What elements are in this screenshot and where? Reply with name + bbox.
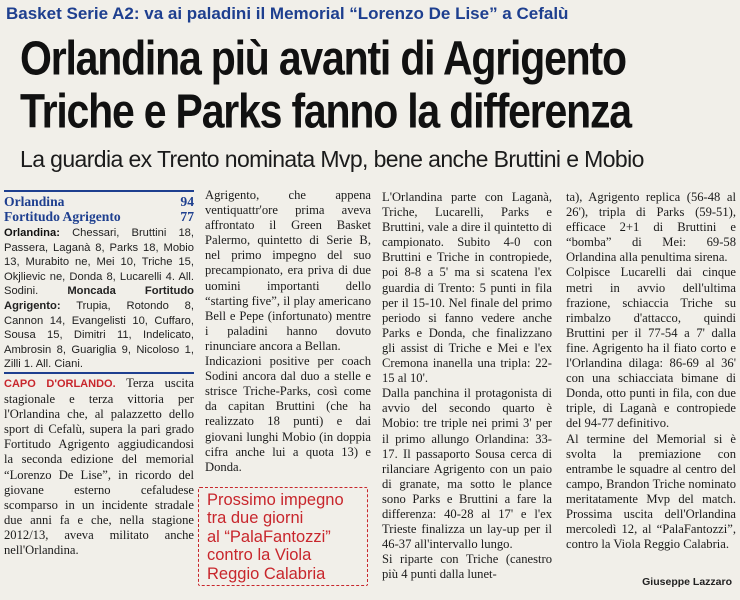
paragraph: Si riparte con Triche (canestro più 4 punti dalla lunet- (382, 552, 552, 582)
paragraph: Agrigento, che appena ventiquattr'ore prima aveva affrontato il Green Basket Palermo, quintetto di Serie B, nel primo impegno del suo precampionato, era priva di due uomini importanti dello “starting five”, il play americano Bell e Pepe (infortunato) mentre i paladini hanno dovuto rinunciare ancora a Bellan. (205, 188, 371, 353)
promo-line: tra due giorni (207, 509, 304, 528)
column-3 (382, 190, 552, 582)
score-row-orlandina (4, 194, 194, 209)
kicker: Basket Serie A2: va ai paladini il Memorial “Lorenzo De Lise” a Cefalù (6, 4, 569, 23)
promo-line: contro la Viola (207, 546, 312, 565)
dateline: CAPO D'ORLANDO. (4, 377, 116, 390)
box-score (4, 226, 194, 372)
moncada-label: Moncada Fortitudo Agrigento: (4, 285, 194, 312)
next-match-box (198, 487, 368, 586)
paragraph: Colpisce Lucarelli dai cinque metri in avvio dell'ultima frazione, schiaccia Triche su rimbalzo d'attacco, quindi Bruttini per il 77-54 a 7' dalla fine. Agrigento ha il fiato corto e l'Orlandina dilaga: 86-69 al 36' con una schiacciata bimane di Donda, otto punti in fila, con due triple, di Laganà e contropiede del 94-77 definitivo. (566, 265, 736, 431)
paragraph: Indicazioni positive per coach Sodini ancora dal duo a stelle e strisce Triche-Parks, così come da capitan Bruttini (che ha realizzato 18 punti) e dai giovani lunghi Mobio (in doppia cifra anche lui a quota 13) e Donda. (205, 354, 371, 474)
paragraph: ta), Agrigento replica (56-48 al 26'), tripla di Parks (59-51), efficace 2+1 di Bruttini e “bomba” di Mei: 69-58 Orlandina alla penultima sirena. (566, 190, 736, 265)
team-name: Fortitudo Agrigento (4, 209, 121, 224)
promo-line: Prossimo impegno (207, 491, 344, 509)
column-4 (566, 190, 736, 552)
paragraph: Dalla panchina il protagonista di avvio del secondo quarto è Mobio: tre triple nei primi 3' per il primo allungo Orlandina: 33-17. Il passaporto Sousa cerca di rilanciare Agrigento con un paio di granate, ma sotto le plance sono Parks e Bruttini a fare la differenza: 40-28 al 17' e l'ex Trieste finalizza un lay-up per il 46-37 all'intervallo lungo. (382, 386, 552, 552)
lead-text: Terza uscita stagionale e terza vittoria per l'Orlandina che, al palazzetto dello sport di Cefalù, supera la pari grado Fortitudo Agrigento aggiudicandosi la seconda edizione del memorial “Lorenzo De Lise”, in ricordo del giovane esterno cefaludese scomparso in un incidente stradale due anni fa e che, nella stagione 2012/13, aveva militato anche nell'Orlandina. (4, 375, 194, 557)
team-score: 94 (180, 194, 194, 209)
paragraph: Al termine del Memorial si è svolta la premiazione con entrambe le squadre al centro del campo, Brandon Triche nominato meritatamente Mvp del match. Prossima uscita dell'Orlandina mercoledì 12, al “PalaFantozzi”, contro la Viola Reggio Calabria. (566, 431, 736, 552)
column-1 (4, 190, 194, 558)
scoreboard (4, 190, 194, 372)
promo-line: al “PalaFantozzi” (207, 527, 331, 546)
team-name: Orlandina (4, 194, 65, 209)
column-2 (205, 188, 371, 475)
byline: Giuseppe Lazzaro (642, 576, 732, 588)
article-lead (4, 372, 194, 558)
orlandina-players: Chessari, Bruttini 18, Passera, Laganà 8, Parks 18, Mobio 13, Murabito ne, Mei 10, Triche 15, Okjlievic ne, Donda 8, Lucarelli 4. All. Sodini. (4, 227, 194, 298)
score-row-agrigento (4, 209, 194, 224)
team-score: 77 (180, 209, 194, 224)
orlandina-label: Orlandina: (4, 227, 60, 239)
headline-line-1: Orlandina più avanti di Agrigento (20, 31, 626, 86)
subhead: La guardia ex Trento nominata Mvp, bene anche Bruttini e Mobio (20, 146, 644, 172)
moncada-players: Trupia, Rotondo 8, Cannon 14, Evangelisti 10, Cuffaro, Sousa 15, Dimitri 11, Indelicato, Ambrosin 8, Guariglia 9, Nicoloso 1, Zilli 1. All. Ciani. (4, 299, 194, 371)
promo-line: Reggio Calabria (207, 564, 326, 583)
headline-line-2: Triche e Parks fanno la differenza (20, 84, 631, 139)
paragraph: L'Orlandina parte con Laganà, Triche, Lucarelli, Parks e Bruttini, vale a dire il quintetto di campionato. Subito 4-0 con Bruttini e Triche in contropiede, poi 8-8 a 5' ma si scatena l'ex guardia di Trento: 5 punti in fila per il 15-10. Nel finale del primo periodo si fanno vedere anche Parks e Donda, che finalizzano gli assist di Triche e Mei e l'ex Cremona inanella una tripla: 22-15 al 10'. (382, 190, 552, 386)
